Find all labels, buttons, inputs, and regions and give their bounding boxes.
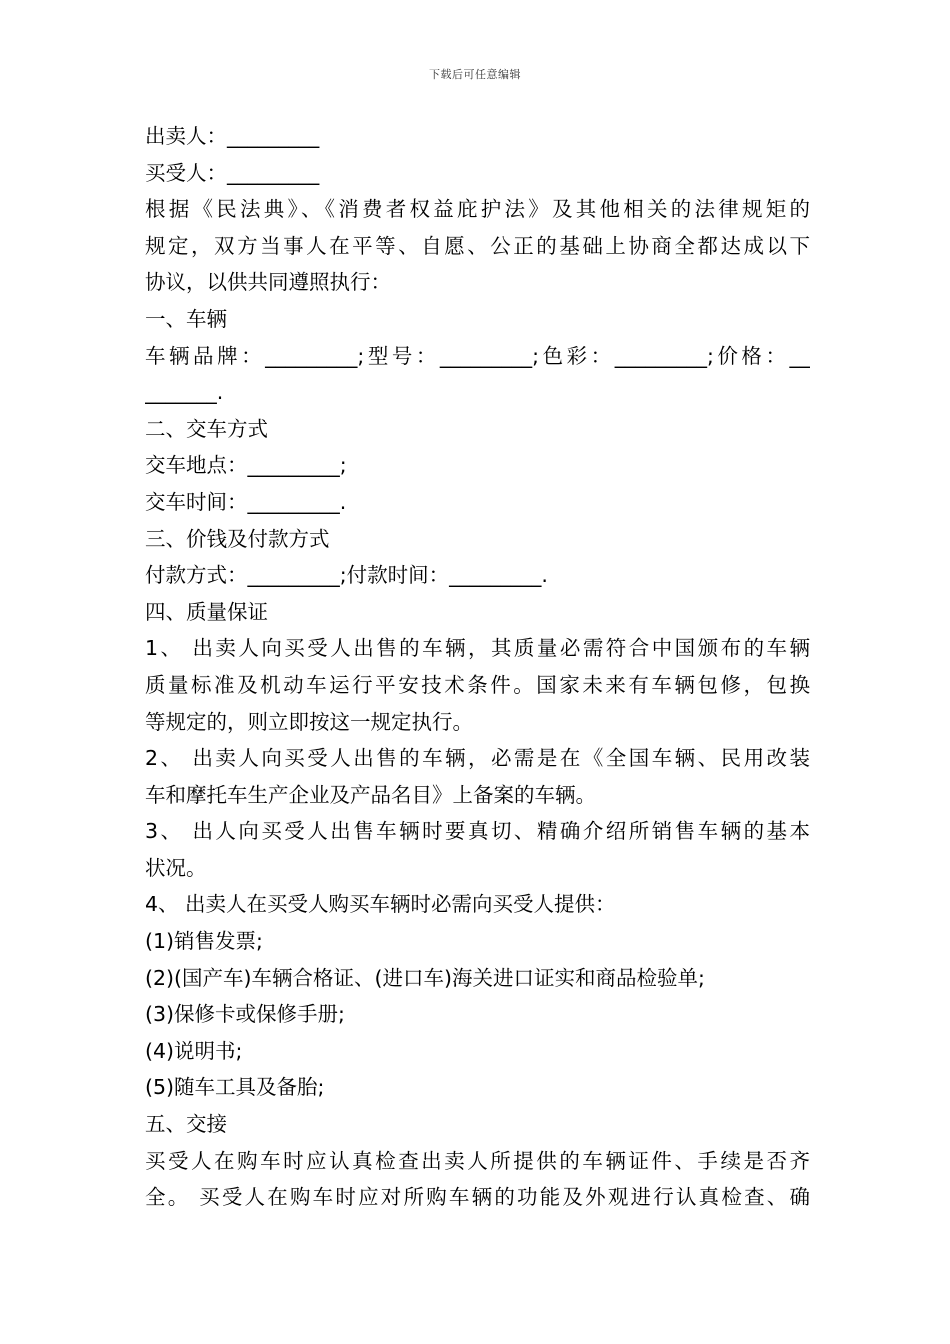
clause-1-line-1: 1、 出卖人向买受人出售的车辆，其质量必需符合中国颁布的车辆 (145, 636, 810, 661)
section-3-heading: 三、价钱及付款方式 (145, 526, 330, 551)
list-item-warranty: (3)保修卡或保修手册; (145, 1002, 345, 1027)
contract-body (145, 118, 810, 1216)
intro-line-3: 协议，以供共同遵照执行： (145, 270, 391, 295)
page-header: 下载后可任意编辑 (429, 68, 521, 81)
section-2-heading: 二、交车方式 (145, 416, 268, 441)
buyer-line: 买受人：_________ (145, 160, 320, 185)
list-item-manual: (4)说明书; (145, 1038, 243, 1063)
section-5-heading: 五、交接 (145, 1112, 227, 1137)
section-1-heading: 一、车辆 (145, 306, 227, 331)
clause-1-line-3: 等规定的，则立即按这一规定执行。 (145, 709, 473, 734)
list-item-certificate: (2)(国产车)车辆合格证、(进口车)海关进口证实和商品检验单; (145, 965, 705, 990)
intro-line-1: 根据《民法典》、《消费者权益庇护法》及其他相关的法律规矩的 (145, 197, 810, 222)
vehicle-details-line-2: _______. (145, 380, 224, 405)
list-item-tools: (5)随车工具及备胎; (145, 1075, 325, 1100)
payment-line: 付款方式：_________;付款时间：_________. (145, 563, 548, 588)
clause-3-line-2: 状况。 (145, 855, 207, 880)
handover-line-1: 买受人在购车时应认真检查出卖人所提供的车辆证件、手续是否齐 (145, 1148, 810, 1173)
clause-3-line-1: 3、 出人向买受人出售车辆时要真切、精确介绍所销售车辆的基本 (145, 819, 810, 844)
handover-line-2: 全。 买受人在购车时应对所购车辆的功能及外观进行认真检查、确 (145, 1185, 810, 1210)
section-4-heading: 四、质量保证 (145, 599, 268, 624)
clause-1-line-2: 质量标准及机动车运行平安技术条件。国家未来有车辆包修，包换 (145, 672, 810, 697)
list-item-invoice: (1)销售发票; (145, 929, 263, 954)
seller-line: 出卖人：_________ (145, 124, 320, 148)
delivery-place-line: 交车地点：_________; (145, 453, 347, 478)
vehicle-details-line-1: 车辆品牌：_________;型号：_________;色彩：_________;价格：__ (145, 343, 810, 368)
delivery-time-line: 交车时间：_________. (145, 489, 347, 514)
clause-4-line-1: 4、 出卖人在买受人购买车辆时必需向买受人提供： (145, 892, 616, 917)
clause-2-line-1: 2、 出卖人向买受人出售的车辆，必需是在《全国车辆、民用改装 (145, 746, 810, 771)
clause-2-line-2: 车和摩托车生产企业及产品名目》上备案的车辆。 (145, 782, 596, 807)
intro-line-2: 规定，双方当事人在平等、自愿、公正的基础上协商全都达成以下 (145, 233, 810, 258)
